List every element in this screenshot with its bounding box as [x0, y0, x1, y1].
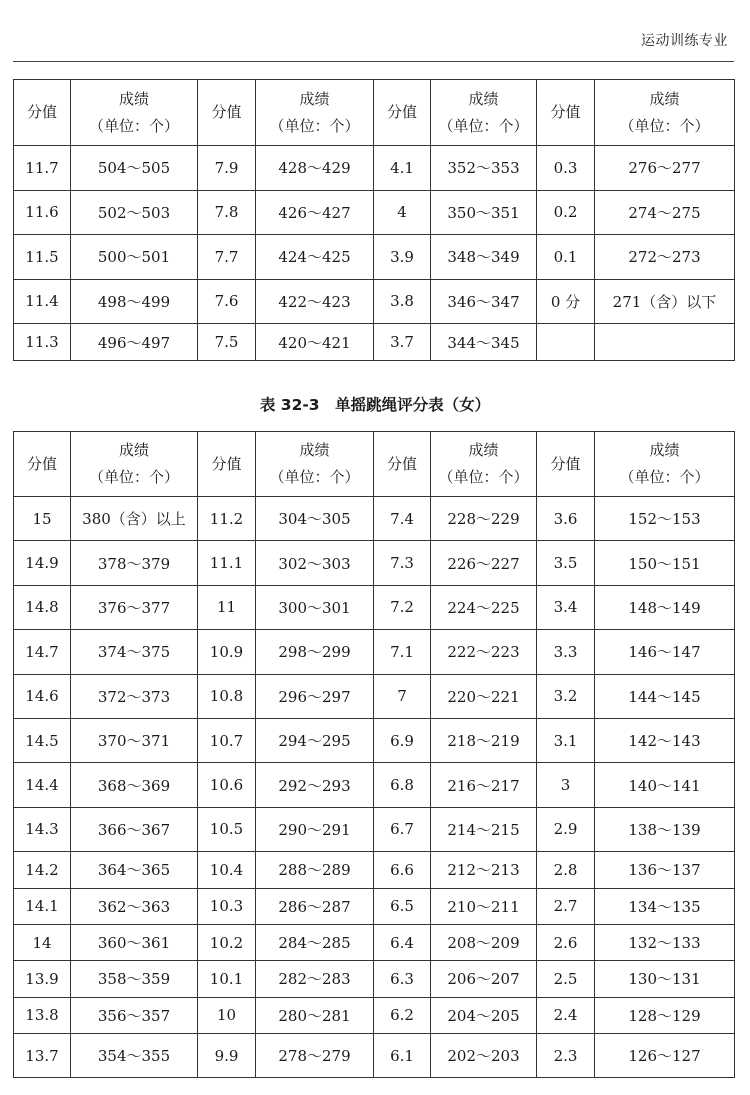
- result-cell: 354～355: [71, 1034, 198, 1078]
- score-cell: 10: [198, 997, 256, 1033]
- table-row: [14, 497, 735, 541]
- result-cell: 296～297: [256, 674, 374, 718]
- score-cell: 6.7: [374, 807, 431, 851]
- score-cell: 3: [537, 763, 595, 807]
- score-cell: 14: [14, 924, 71, 960]
- column-header-score: 分值: [537, 432, 595, 497]
- column-header-result-line1: 成绩: [118, 89, 149, 108]
- column-header-result-line1: 成绩: [649, 441, 680, 459]
- column-header-score: 分值: [198, 80, 256, 146]
- result-cell: 218～219: [431, 718, 537, 762]
- result-cell: 496～497: [71, 324, 198, 361]
- score-cell: 10.3: [198, 888, 256, 924]
- result-cell: 358～359: [71, 961, 198, 997]
- result-cell: 216～217: [431, 763, 537, 807]
- table-row: [14, 763, 735, 807]
- table-row: [14, 630, 735, 674]
- column-header-result: [256, 432, 374, 497]
- page-header-title: 运动训练专业: [641, 33, 728, 49]
- score-cell: 6.8: [374, 763, 431, 807]
- result-cell: 500～501: [71, 235, 198, 280]
- result-cell: 346～347: [431, 279, 537, 324]
- score-cell: 6.2: [374, 997, 431, 1033]
- score-cell: 3.1: [537, 718, 595, 762]
- result-cell: 372～373: [71, 674, 198, 718]
- score-cell: 10.7: [198, 718, 256, 762]
- score-cell: 11.4: [14, 279, 71, 324]
- score-cell: 10.4: [198, 852, 256, 888]
- result-cell: 344～345: [431, 324, 537, 361]
- score-cell: 2.5: [537, 961, 595, 997]
- column-header-result: [595, 432, 735, 497]
- score-cell: 7.6: [198, 279, 256, 324]
- result-cell: 212～213: [431, 852, 537, 888]
- result-cell: 278～279: [256, 1034, 374, 1078]
- result-cell: 376～377: [71, 585, 198, 629]
- score-cell: 11.2: [198, 497, 256, 541]
- score-cell: 14.7: [14, 630, 71, 674]
- result-cell: 380（含）以上: [71, 497, 198, 541]
- column-header-result-line1: 成绩: [299, 441, 330, 459]
- column-header-score: 分值: [14, 432, 71, 497]
- table-row: [14, 807, 735, 851]
- score-cell: 10.8: [198, 674, 256, 718]
- result-cell: 498～499: [71, 279, 198, 324]
- result-cell: 370～371: [71, 718, 198, 762]
- result-cell: 134～135: [595, 888, 735, 924]
- result-cell: 374～375: [71, 630, 198, 674]
- column-header-score: 分值: [374, 432, 431, 497]
- result-cell: 144～145: [595, 674, 735, 718]
- score-cell: 0 分: [537, 279, 595, 324]
- result-cell: 426～427: [256, 190, 374, 235]
- header-divider: [13, 61, 734, 62]
- column-header-result-line2: （单位：个）: [619, 468, 710, 486]
- column-header-score: 分值: [537, 80, 595, 146]
- result-cell: 304～305: [256, 497, 374, 541]
- table-row: [14, 324, 735, 361]
- score-cell: 10.1: [198, 961, 256, 997]
- result-cell: 272～273: [595, 235, 735, 280]
- result-cell: 130～131: [595, 961, 735, 997]
- score-cell: 13.9: [14, 961, 71, 997]
- table-row: [14, 888, 735, 924]
- score-cell: 3.8: [374, 279, 431, 324]
- table-row: [14, 852, 735, 888]
- score-cell: 10.6: [198, 763, 256, 807]
- score-cell: 3.7: [374, 324, 431, 361]
- column-header-result-line2: （单位：个）: [88, 468, 179, 486]
- result-cell: 210～211: [431, 888, 537, 924]
- column-header-result-line1: 成绩: [468, 441, 499, 459]
- score-cell: 9.9: [198, 1034, 256, 1078]
- score-cell: 0.3: [537, 146, 595, 191]
- table-row: [14, 924, 735, 960]
- score-cell: 7.9: [198, 146, 256, 191]
- result-cell: 204～205: [431, 997, 537, 1033]
- result-cell: 424～425: [256, 235, 374, 280]
- result-cell: 366～367: [71, 807, 198, 851]
- score-cell: 6.5: [374, 888, 431, 924]
- column-header-result-line2: （单位：个）: [619, 116, 710, 135]
- result-cell: 126～127: [595, 1034, 735, 1078]
- table-row: [14, 718, 735, 762]
- column-header-result: [595, 80, 735, 146]
- score-cell: 6.9: [374, 718, 431, 762]
- score-cell: 7.2: [374, 585, 431, 629]
- result-cell: 292～293: [256, 763, 374, 807]
- table-row: [14, 541, 735, 585]
- table-caption: 表 32-3 单摇跳绳评分表（女）: [259, 396, 491, 414]
- column-header-result-line2: （单位：个）: [269, 468, 360, 486]
- score-cell: 11.5: [14, 235, 71, 280]
- table-row: [14, 190, 735, 235]
- result-cell: 208～209: [431, 924, 537, 960]
- result-cell: 300～301: [256, 585, 374, 629]
- result-cell: 152～153: [595, 497, 735, 541]
- result-cell: 140～141: [595, 763, 735, 807]
- column-header-result-line1: 成绩: [468, 89, 499, 108]
- result-cell: 148～149: [595, 585, 735, 629]
- score-cell: 7.7: [198, 235, 256, 280]
- score-cell: 15: [14, 497, 71, 541]
- score-cell: 3.9: [374, 235, 431, 280]
- score-cell: 11.6: [14, 190, 71, 235]
- result-cell: 502～503: [71, 190, 198, 235]
- result-cell: 352～353: [431, 146, 537, 191]
- result-cell: 220～221: [431, 674, 537, 718]
- score-cell: 0.2: [537, 190, 595, 235]
- result-cell: 378～379: [71, 541, 198, 585]
- result-cell: 274～275: [595, 190, 735, 235]
- result-cell: 364～365: [71, 852, 198, 888]
- score-cell: 7.4: [374, 497, 431, 541]
- score-cell: 2.4: [537, 997, 595, 1033]
- result-cell: 276～277: [595, 146, 735, 191]
- table-row: [14, 585, 735, 629]
- result-cell: 146～147: [595, 630, 735, 674]
- score-cell: 3.3: [537, 630, 595, 674]
- column-header-result: [431, 432, 537, 497]
- score-cell: 10.9: [198, 630, 256, 674]
- result-cell: 348～349: [431, 235, 537, 280]
- table-header: [14, 432, 735, 497]
- score-cell: 6.4: [374, 924, 431, 960]
- score-cell: 11.3: [14, 324, 71, 361]
- score-cell: 7.3: [374, 541, 431, 585]
- column-header-result-line2: （单位：个）: [438, 116, 529, 135]
- score-cell: 3.5: [537, 541, 595, 585]
- score-cell: 11: [198, 585, 256, 629]
- score-cell: 10.5: [198, 807, 256, 851]
- result-cell: 282～283: [256, 961, 374, 997]
- column-header-result: [431, 80, 537, 146]
- result-cell: 136～137: [595, 852, 735, 888]
- score-cell: 11.1: [198, 541, 256, 585]
- column-header-result-line2: （单位：个）: [88, 116, 179, 135]
- column-header-result-line1: 成绩: [118, 441, 149, 459]
- score-cell: 7.8: [198, 190, 256, 235]
- table-row: [14, 146, 735, 191]
- result-cell: 504～505: [71, 146, 198, 191]
- score-cell: 2.8: [537, 852, 595, 888]
- result-cell: 222～223: [431, 630, 537, 674]
- result-cell: 142～143: [595, 718, 735, 762]
- score-cell: 4.1: [374, 146, 431, 191]
- table-row: [14, 1034, 735, 1078]
- result-cell: 226～227: [431, 541, 537, 585]
- result-cell: 202～203: [431, 1034, 537, 1078]
- score-cell: 2.9: [537, 807, 595, 851]
- result-cell: 360～361: [71, 924, 198, 960]
- score-cell: 7.5: [198, 324, 256, 361]
- result-cell: 284～285: [256, 924, 374, 960]
- column-header-result-line2: （单位：个）: [438, 468, 529, 486]
- result-cell: 420～421: [256, 324, 374, 361]
- table-row: [14, 997, 735, 1033]
- table-row: [14, 674, 735, 718]
- score-cell: 14.3: [14, 807, 71, 851]
- result-cell: 368～369: [71, 763, 198, 807]
- column-header-result: [71, 80, 198, 146]
- score-cell: 3.2: [537, 674, 595, 718]
- result-cell: 271（含）以下: [595, 279, 735, 324]
- jump-rope-score-table-female: [13, 431, 735, 1078]
- result-cell: 288～289: [256, 852, 374, 888]
- result-cell: 286～287: [256, 888, 374, 924]
- score-table-continued: [13, 79, 735, 361]
- score-cell: 7.1: [374, 630, 431, 674]
- score-cell: 2.3: [537, 1034, 595, 1078]
- result-cell: 298～299: [256, 630, 374, 674]
- score-cell: 14.4: [14, 763, 71, 807]
- score-cell: 13.7: [14, 1034, 71, 1078]
- result-cell: 150～151: [595, 541, 735, 585]
- score-cell: 14.1: [14, 888, 71, 924]
- table-body: [14, 146, 735, 361]
- score-cell: 2.6: [537, 924, 595, 960]
- result-cell: 290～291: [256, 807, 374, 851]
- score-cell: 6.6: [374, 852, 431, 888]
- score-cell: 14.8: [14, 585, 71, 629]
- score-cell: 4: [374, 190, 431, 235]
- score-cell: 2.7: [537, 888, 595, 924]
- column-header-score: 分值: [374, 80, 431, 146]
- score-cell: 11.7: [14, 146, 71, 191]
- column-header-result: [71, 432, 198, 497]
- score-cell: 0.1: [537, 235, 595, 280]
- result-cell: 356～357: [71, 997, 198, 1033]
- result-cell: [595, 324, 735, 361]
- score-cell: 3.4: [537, 585, 595, 629]
- table-body: [14, 497, 735, 1078]
- score-cell: 14.5: [14, 718, 71, 762]
- table-row: [14, 235, 735, 280]
- result-cell: 350～351: [431, 190, 537, 235]
- score-cell: 7: [374, 674, 431, 718]
- result-cell: 128～129: [595, 997, 735, 1033]
- score-cell: 3.6: [537, 497, 595, 541]
- column-header-result-line2: （单位：个）: [269, 116, 360, 135]
- score-cell: 6.1: [374, 1034, 431, 1078]
- result-cell: 214～215: [431, 807, 537, 851]
- score-cell: 14.2: [14, 852, 71, 888]
- result-cell: 302～303: [256, 541, 374, 585]
- column-header-result-line1: 成绩: [649, 89, 680, 108]
- result-cell: 228～229: [431, 497, 537, 541]
- result-cell: 132～133: [595, 924, 735, 960]
- column-header-result: [256, 80, 374, 146]
- result-cell: 206～207: [431, 961, 537, 997]
- result-cell: 138～139: [595, 807, 735, 851]
- result-cell: 422～423: [256, 279, 374, 324]
- column-header-result-line1: 成绩: [299, 89, 330, 108]
- table-header: [14, 80, 735, 146]
- score-cell: 14.6: [14, 674, 71, 718]
- column-header-score: 分值: [14, 80, 71, 146]
- column-header-score: 分值: [198, 432, 256, 497]
- table-row: [14, 961, 735, 997]
- score-cell: [537, 324, 595, 361]
- score-cell: 10.2: [198, 924, 256, 960]
- result-cell: 362～363: [71, 888, 198, 924]
- result-cell: 280～281: [256, 997, 374, 1033]
- score-cell: 6.3: [374, 961, 431, 997]
- result-cell: 224～225: [431, 585, 537, 629]
- result-cell: 428～429: [256, 146, 374, 191]
- result-cell: 294～295: [256, 718, 374, 762]
- score-cell: 14.9: [14, 541, 71, 585]
- score-cell: 13.8: [14, 997, 71, 1033]
- table-row: [14, 279, 735, 324]
